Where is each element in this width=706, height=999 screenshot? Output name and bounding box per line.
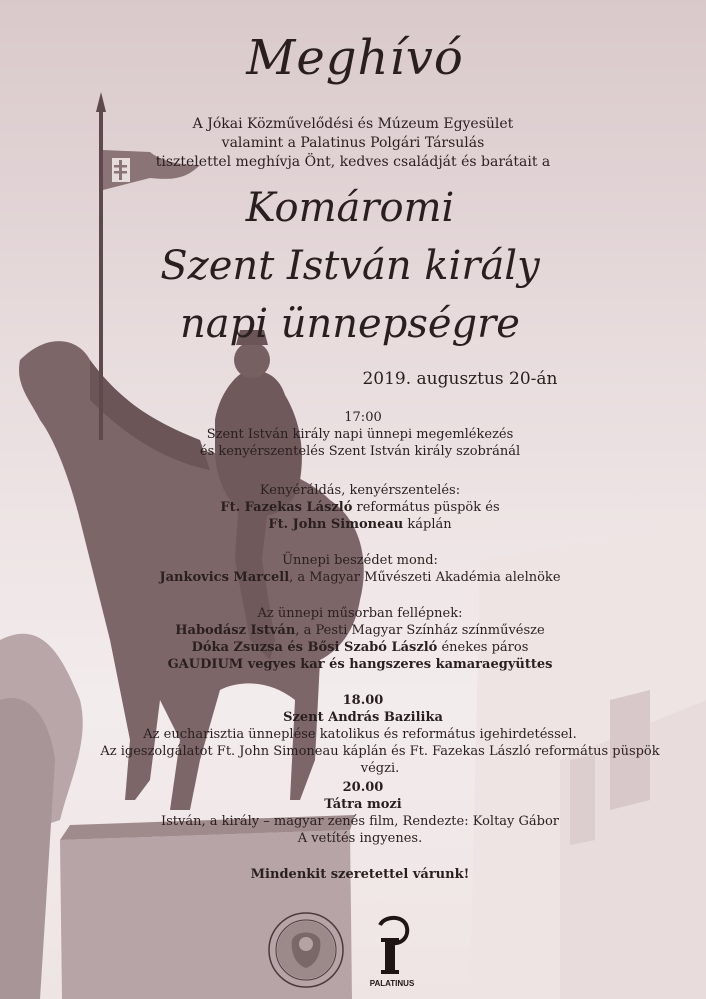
- p2-line-2: [160, 500, 560, 517]
- p4-name-3: GAUDIUM vegyes kar és hangszeres kamaraegyüttes: [167, 657, 553, 672]
- p4-line-2: [120, 623, 600, 640]
- place-basilica-text: Szent András Bazilika: [283, 710, 443, 725]
- intro-line-2: valamint a Palatinus Polgári Társulás: [221, 135, 485, 151]
- headline-line-2: Szent István király: [160, 243, 540, 289]
- time-1800: [223, 693, 503, 710]
- p4-role-2: énekes páros: [437, 640, 529, 655]
- p2-role-1: református püspök és: [352, 500, 500, 515]
- p5-line-1: Az eucharisztia ünneplése katolikus és református igehirdetéssel.: [143, 727, 577, 742]
- p3-name-1: Jankovics Marcell: [159, 570, 290, 585]
- headline-line-1: Komáromi: [245, 185, 455, 231]
- p2-line-1: Kenyéráldás, kenyérszentelés:: [259, 483, 461, 498]
- p6-line-2: A vetítés ingyenes.: [297, 831, 423, 846]
- p4-line-1: Az ünnepi műsorban fellépnek:: [257, 606, 463, 621]
- time-2000: [223, 780, 503, 797]
- intro-line-1: A Jókai Közművelődési és Múzeum Egyesület: [192, 116, 514, 132]
- p4-name-2: Dóka Zsuzsa és Bősi Szabó László: [191, 640, 438, 655]
- p4-line-3: [120, 640, 600, 657]
- place-basilica: [223, 710, 503, 727]
- p3-role-1: , a Magyar Művészeti Akadémia alelnöke: [289, 570, 561, 585]
- palatinus-logo-text: PALATINUS: [369, 979, 415, 988]
- time-1800-text: 18.00: [342, 693, 384, 708]
- p3-line-1: Ünnepi beszédet mond:: [282, 553, 438, 568]
- time-2000-text: 20.00: [342, 780, 384, 795]
- closing-text: [160, 867, 560, 884]
- closing-text-bold: Mindenkit szeretettel várunk!: [250, 867, 470, 882]
- p2-role-2: káplán: [403, 517, 452, 532]
- intro-line-3: tisztelettel meghívja Önt, kedves családját és barátait a: [155, 154, 551, 170]
- p2-name-2: Ft. John Simoneau: [268, 517, 404, 532]
- place-tatra: [223, 797, 503, 814]
- p4-line-4: [120, 657, 600, 674]
- p4-name-1: Habodász István: [175, 623, 296, 638]
- society-seal-logo: [266, 910, 346, 990]
- p2-name-1: Ft. Fazekas László: [220, 500, 353, 515]
- p2-line-3: [160, 517, 560, 534]
- event-date: 2019. augusztus 20-án: [362, 369, 558, 389]
- palatinus-logo: [365, 910, 420, 990]
- p1-line-1: Szent István király napi ünnepi megemlékezés: [206, 427, 514, 442]
- place-tatra-text: Tátra mozi: [324, 797, 402, 812]
- p1-line-2: és kenyérszentelés Szent István király szobránál: [199, 444, 521, 459]
- headline-line-3: napi ünnepségre: [180, 301, 520, 347]
- p5-line-2: Az igeszolgálatot Ft. John Simoneau káplán és Ft. Fazekas László református püspök végzi.: [100, 744, 660, 776]
- p3-line-2: [120, 570, 600, 587]
- time-1700: 17:00: [344, 410, 382, 425]
- p6-line-1: István, a király – magyar zenés film, Rendezte: Koltay Gábor: [160, 814, 560, 829]
- title: Meghívó: [246, 30, 464, 86]
- p4-role-1: , a Pesti Magyar Színház színművésze: [295, 623, 545, 638]
